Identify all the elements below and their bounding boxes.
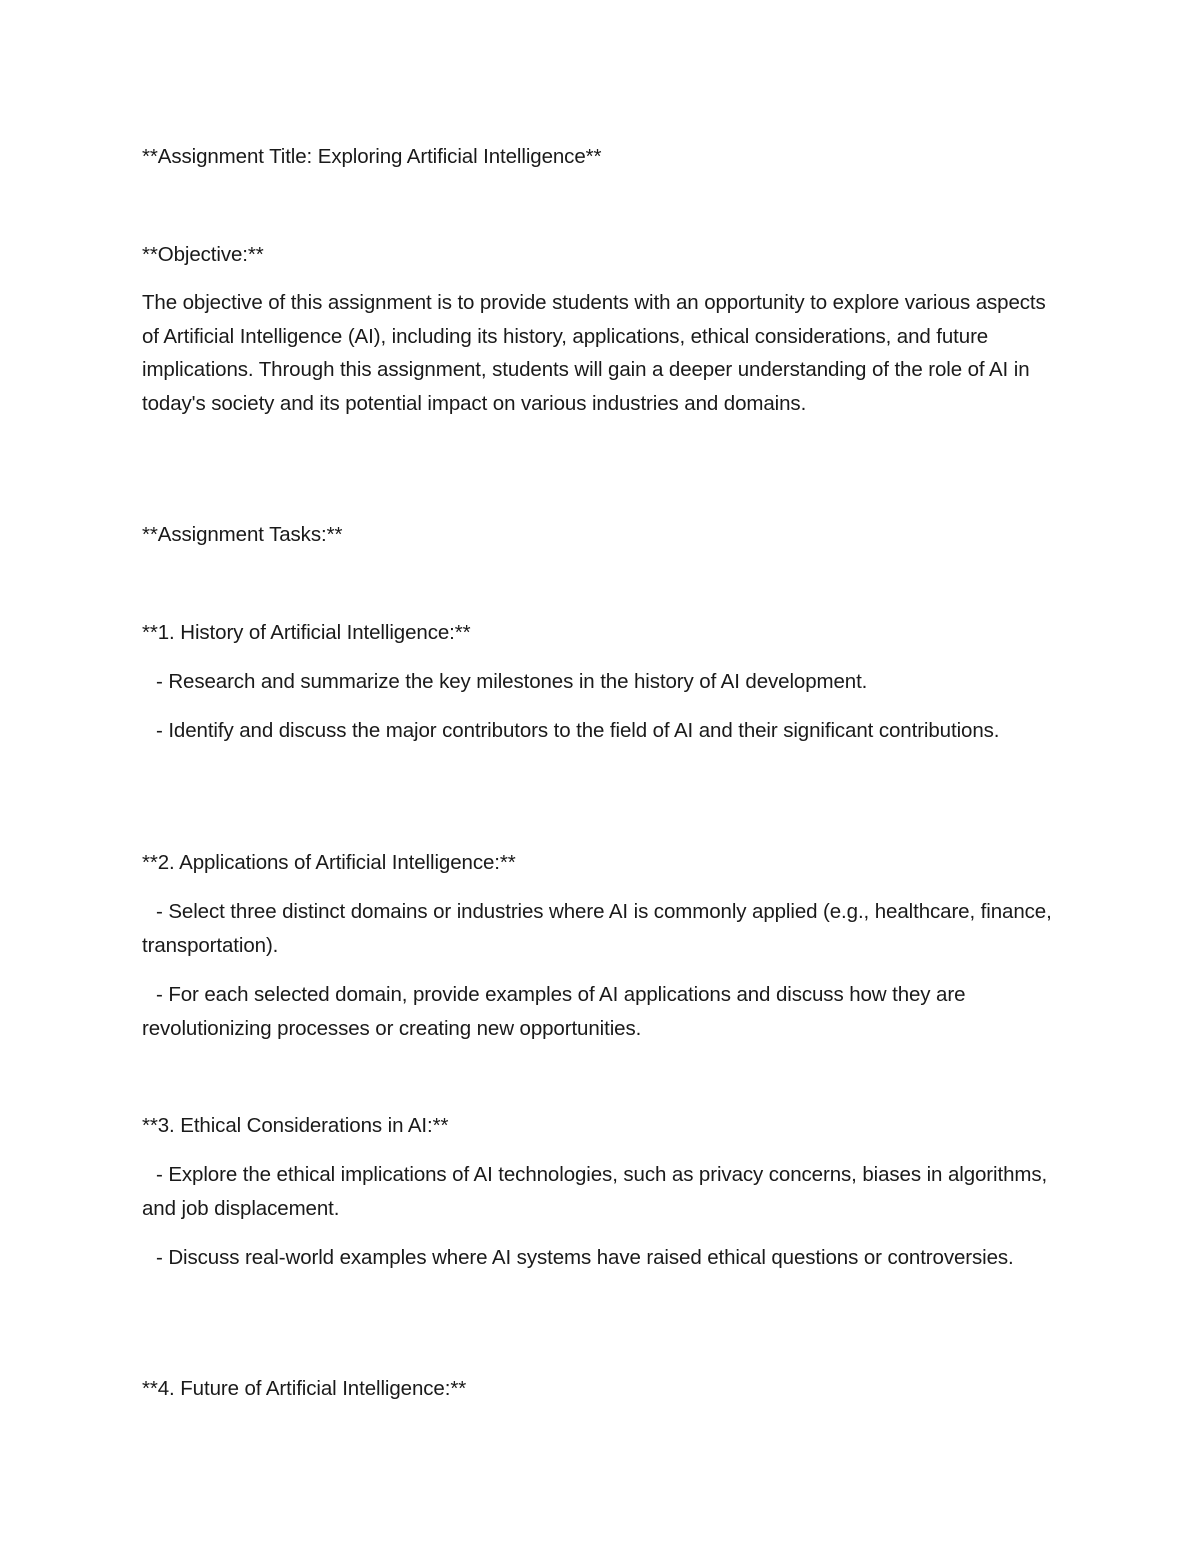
objective-heading: **Objective:**: [142, 243, 264, 266]
list-item: - Explore the ethical implications of AI technologies, such as privacy concerns, biases in algorithms, and job displacement.: [142, 1163, 1048, 1220]
section-heading-applications: **2. Applications of Artificial Intelligence:**: [142, 851, 516, 874]
section-heading-future: **4. Future of Artificial Intelligence:**: [142, 1377, 467, 1400]
list-item: - Research and summarize the key milestones in the history of AI development.: [156, 670, 868, 693]
section-heading-history: **1. History of Artificial Intelligence:**: [142, 621, 471, 644]
list-item: - For each selected domain, provide examples of AI applications and discuss how they are revolutionizing processes or creating new opportunities.: [142, 983, 966, 1040]
section-heading-ethics: **3. Ethical Considerations in AI:**: [142, 1114, 449, 1137]
list-item: - Select three distinct domains or industries where AI is commonly applied (e.g., healthcare, finance, transportation).: [142, 900, 1052, 957]
list-item: - Identify and discuss the major contributors to the field of AI and their significant contributions.: [156, 719, 1000, 742]
assignment-title: **Assignment Title: Exploring Artificial Intelligence**: [142, 145, 602, 168]
tasks-heading: **Assignment Tasks:**: [142, 523, 343, 546]
list-item: - Discuss real-world examples where AI systems have raised ethical questions or controversies.: [156, 1246, 1014, 1269]
objective-paragraph: The objective of this assignment is to provide students with an opportunity to explore various aspects of Artificial Intelligence (AI), including its history, applications, ethical considerations, and future implications. Through this assignment, students will gain a deeper understanding of the role of AI in today's society and its potential impact on various industries and domains.: [142, 291, 1046, 415]
